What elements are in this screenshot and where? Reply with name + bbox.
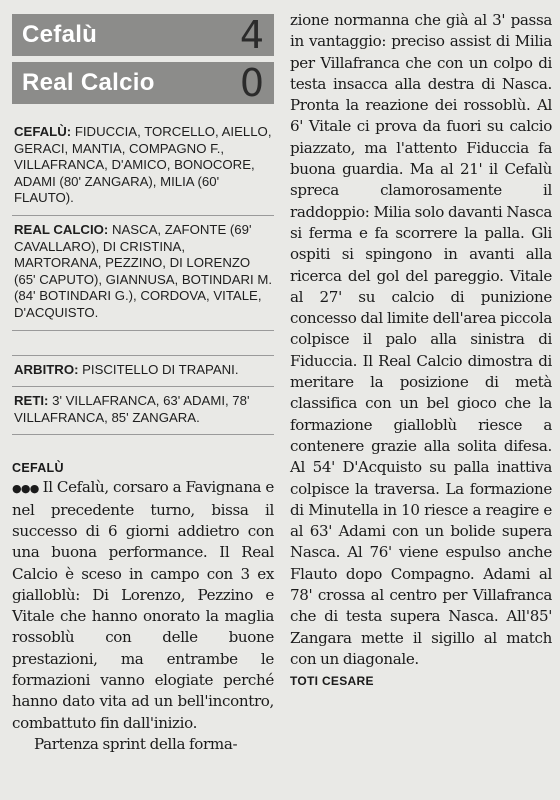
home-lineup <box>12 118 274 216</box>
article-paragraph-1 <box>12 477 274 734</box>
referee-text: PISCITELLO DI TRAPANI. <box>82 361 239 377</box>
bullet-dots-icon: ●●● <box>12 482 39 496</box>
left-column <box>12 14 274 755</box>
spacer <box>12 331 274 355</box>
goals-label: RETI: <box>14 393 49 409</box>
home-lineup-text: FIDUCCIA, TORCELLO, AIELLO, GERACI, MANTIA, COMPAGNO F., VILLAFRANCA, D'AMICO, BONOCORE, ADAMI (80' ZANGARA), MILIA (60' FLAUTO). <box>14 124 272 206</box>
article-paragraph-2-continued: zione normanna che già al 3' passa in vantaggio: preciso assist di Milia per Villafranca che con un colpo di testa insacca alla destra di Nasca. Pronta la reazione dei rossoblù. Al 6' Vitale ci prova da fuori su calcio piazzato, ma l'attento Fiduccia fa buona guardia. Ma al 21' il Cefalù spreca clamorosamente il raddoppio: Milia solo davanti Nasca si ferma e fa scorrere la palla. Gli ospiti si spingono in avanti alla ricerca del gol del pareggio. Vitale al 27' su calcio di punizione concesso dal limite dell'area piccola colpisce il palo alla sinistra di Fiduccia. Il Real Calcio dimostra di meritare la posizione di metà classifica con un bel gioco che la formazione gialloblù riesce a contenere grazie alla solita difesa. Al 54' D'Acquisto su palla inattiva colpisce la traversa. La formazione di Minutella in 10 riesce a reagire e al 63' Adami con un bolide supera Nasca. Al 76' viene espulso anche Flauto dopo Compagno. Adami al 78' crossa al centro per Villafranca che di testa supera Nasca. All'85' Zangara mette il sigillo al match con un diagonale. <box>290 11 552 668</box>
article-paragraph-2-start: Partenza sprint della forma- <box>34 734 238 753</box>
away-lineup <box>12 216 274 331</box>
away-score-bar <box>12 62 274 104</box>
goals-info <box>12 387 274 435</box>
right-column <box>290 10 552 688</box>
home-team-name: Cefalù <box>22 21 98 48</box>
away-team-name: Real Calcio <box>22 69 155 96</box>
home-score-bar <box>12 14 274 56</box>
paragraph-1-text: Il Cefalù, corsaro a Favignana e nel precedente turno, bissa il successo di 6 giorni addietro con una buona performance. Il Real Calcio è sceso in campo con 3 ex gialloblù: Di Lorenzo, Pezzino e Vitale che hanno onorato la maglia rossoblù con delle buone prestazioni, ma entrambe le formazioni vanno elogiate perché hanno dato vita ad un bell'incontro, combattuto fin dall'inizio. <box>12 478 274 732</box>
away-lineup-text: NASCA, ZAFONTE (69' CAVALLARO), DI CRISTINA, MARTORANA, PEZZINO, DI LORENZO (65' CAPUTO), GIANNUSA, BOTINDARI M. (84' BOTINDARI G.), CORDOVA, VITALE, D'ACQUISTO. <box>14 221 272 320</box>
referee-info <box>12 355 274 388</box>
article-kicker: CEFALÙ <box>12 461 64 476</box>
home-lineup-label: CEFALÙ: <box>14 124 72 139</box>
referee-label: ARBITRO: <box>14 361 79 377</box>
byline: TOTI CESARE <box>290 674 374 689</box>
goals-text: 3' VILLAFRANCA, 63' ADAMI, 78' VILLAFRANCA, 85' ZANGARA. <box>14 393 250 425</box>
home-goals: 4 <box>239 13 264 57</box>
away-goals: 0 <box>239 61 264 105</box>
away-lineup-label: REAL CALCIO: <box>14 221 109 237</box>
